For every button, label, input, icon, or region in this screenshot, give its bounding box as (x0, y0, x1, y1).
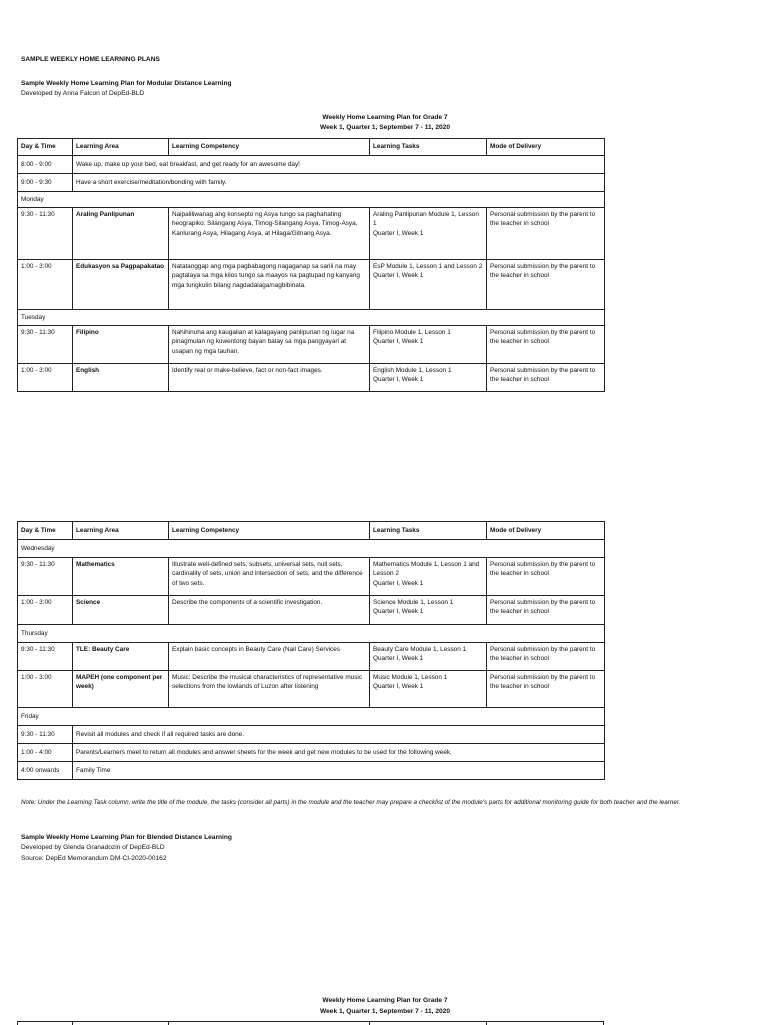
header-learning-area: Learning Area (73, 522, 169, 540)
day-row-thursday (18, 625, 605, 643)
row-time: 4:00 onwards (18, 762, 73, 780)
table-row (18, 558, 605, 596)
plan-2-subtitle: Week 1, Quarter 1, September 7 - 11, 2020 (320, 1008, 450, 1015)
row-delivery: Personal submission by the parent to the teacher in school (487, 671, 605, 708)
plan-subtitle: Week 1, Quarter 1, September 7 - 11, 2020 (320, 124, 450, 131)
header-learning-tasks: Learning Tasks (370, 139, 487, 156)
table-header-row (18, 139, 605, 156)
table-row (18, 364, 605, 392)
row-activity: Family Time (73, 762, 605, 780)
row-time: 9:30 - 11:30 (18, 208, 73, 260)
row-learning-area: English (73, 364, 169, 392)
table-3-top-edge (17, 1021, 604, 1025)
row-learning-area: Mathematics (73, 558, 169, 596)
row-time: 1:00 - 3:00 (18, 260, 73, 310)
day-row-friday (18, 708, 605, 726)
blended-plan-developer: Developed by Glenda Granadozin of DepEd-BLD (21, 844, 165, 851)
row-learning-area: Araling Panlipunan (73, 208, 169, 260)
day-label: Thursday (18, 625, 605, 643)
row-time: 1:00 - 3:00 (18, 671, 73, 708)
blended-plan-source: Source: DepEd Memorandum DM-CI-2020-00162 (21, 855, 167, 862)
day-label: Wednesday (18, 540, 605, 558)
row-time: 1:00 - 3:00 (18, 364, 73, 392)
document-heading: SAMPLE WEEKLY HOME LEARNING PLANS (21, 56, 160, 63)
row-activity: Wake up, make up your bed, eat breakfast, and get ready for an awesome day! (73, 156, 605, 174)
modular-plan-title: Sample Weekly Home Learning Plan for Modular Distance Learning (21, 80, 232, 87)
header-learning-competency: Learning Competency (169, 139, 370, 156)
row-delivery: Personal submission by the parent to the teacher in school (487, 643, 605, 671)
header-learning-competency: Learning Competency (169, 522, 370, 540)
row-delivery: Personal submission by the parent to the teacher in school (487, 260, 605, 310)
day-label: Tuesday (18, 310, 605, 326)
plan-title: Weekly Home Learning Plan for Grade 7 (322, 114, 448, 121)
row-tasks: English Module 1, Lesson 1 Quarter I, Week 1 (370, 364, 487, 392)
table-row (18, 726, 605, 744)
row-competency: Natatanggap ang mga pagbabagong nagaganap sa sarili na may pagtataya sa mga kilos tungo sa maayos na pagtupad ng kanyang mga tungkulin bilang nagdadalaga/nagbibinata. (169, 260, 370, 310)
day-label: Friday (18, 708, 605, 726)
learning-task-note: Note: Under the Learning Task column, write the title of the module, the tasks (consider all parts) in the module and the teacher may prepare a checklist of the module's parts for additional monitoring guide for both teacher and the learner. (21, 799, 681, 806)
row-activity: Revisit all modules and check if all required tasks are done. (73, 726, 605, 744)
row-delivery: Personal submission by the parent to the teacher in school (487, 364, 605, 392)
row-tasks: Science Module 1, Lesson 1 Quarter I, Week 1 (370, 596, 487, 625)
row-delivery: Personal submission by the parent to the teacher in school (487, 208, 605, 260)
row-tasks: Beauty Care Module 1, Lesson 1 Quarter I, Week 1 (370, 643, 487, 671)
row-time: 1:00 - 3:00 (18, 596, 73, 625)
day-row-wednesday (18, 540, 605, 558)
row-time: 9:00 - 9:30 (18, 174, 73, 192)
table-row (18, 762, 605, 780)
row-delivery: Personal submission by the parent to the teacher in school (487, 596, 605, 625)
row-tasks: Filipino Module 1, Lesson 1 Quarter I, Week 1 (370, 326, 487, 364)
row-delivery: Personal submission by the parent to the teacher in school (487, 326, 605, 364)
plan-2-title: Weekly Home Learning Plan for Grade 7 (322, 997, 448, 1004)
row-delivery: Personal submission by the parent to the teacher in school (487, 558, 605, 596)
table-row (18, 643, 605, 671)
header-mode-of-delivery: Mode of Delivery (487, 522, 605, 540)
row-time: 9:30 - 11:30 (18, 726, 73, 744)
table-row (18, 326, 605, 364)
row-tasks: EsP Module 1, Lesson 1 and Lesson 2 Quarter I, Week 1 (370, 260, 487, 310)
row-competency: Identify real or make-believe, fact or non-fact images. (169, 364, 370, 392)
table-row (18, 671, 605, 708)
row-learning-area: Filipino (73, 326, 169, 364)
blended-plan-title: Sample Weekly Home Learning Plan for Blended Distance Learning (21, 834, 232, 841)
row-tasks: Music Module 1, Lesson 1 Quarter I, Week 1 (370, 671, 487, 708)
row-time: 8:00 - 9:00 (18, 156, 73, 174)
header-mode-of-delivery: Mode of Delivery (487, 139, 605, 156)
header-day-time: Day & Time (18, 522, 73, 540)
row-tasks: Araling Panlipunan Module 1, Lesson 1 Quarter I, Week 1 (370, 208, 487, 260)
row-competency: Naipaliliwanag ang konsepto ng Asya tungo sa paghahating heograpiko: Silangang Asya, Timog-Silangang Asya, Timog-Asya, Kanlurang Asya, Hilagang Asya, at Hilaga/Gitnang Asya. (169, 208, 370, 260)
table-row (18, 174, 605, 192)
table-row (18, 596, 605, 625)
header-learning-tasks: Learning Tasks (370, 522, 487, 540)
row-competency: Music: Describe the musical characteristics of representative music selections from the lowlands of Luzon after listening (169, 671, 370, 708)
row-competency: Describe the components of a scientific investigation. (169, 596, 370, 625)
row-learning-area: MAPEH (one component per week) (73, 671, 169, 708)
row-competency: Explain basic concepts in Beauty Care (Nail Care) Services (169, 643, 370, 671)
day-label: Monday (18, 192, 605, 208)
row-time: 9:30 - 11:30 (18, 643, 73, 671)
table-header-row (18, 522, 605, 540)
row-time: 9:30 - 11:30 (18, 558, 73, 596)
row-learning-area: TLE: Beauty Care (73, 643, 169, 671)
learning-plan-table-1 (17, 138, 605, 392)
table-row (18, 744, 605, 762)
row-activity: Have a short exercise/meditation/bonding with family. (73, 174, 605, 192)
row-tasks: Mathematics Module 1, Lesson 1 and Lesson 2 Quarter I, Week 1 (370, 558, 487, 596)
row-learning-area: Edukasyon sa Pagpapakatao (73, 260, 169, 310)
header-learning-area: Learning Area (73, 139, 169, 156)
table-row (18, 156, 605, 174)
row-competency: Illustrate well-defined sets, subsets, universal sets, null sets, cardinality of sets, union and intersection of sets, and the difference of two sets. (169, 558, 370, 596)
modular-plan-developer: Developed by Anna Falcon of DepEd-BLD (21, 90, 145, 97)
row-learning-area: Science (73, 596, 169, 625)
day-row-tuesday (18, 310, 605, 326)
header-day-time: Day & Time (18, 139, 73, 156)
learning-plan-table-2 (17, 521, 605, 780)
row-competency: Nahihinuha ang kaugalian at kalagayang panlipunan ng lugar na pinagmulan ng kuwentong bayan batay sa mga pangyayari at usapan ng mga tauhan. (169, 326, 370, 364)
table-row (18, 260, 605, 310)
row-activity: Parents/Learners meet to return all modules and answer sheets for the week and get new modules to be used for the following week. (73, 744, 605, 762)
table-row (18, 208, 605, 260)
row-time: 9:30 - 11:30 (18, 326, 73, 364)
day-row-monday (18, 192, 605, 208)
row-time: 1:00 - 4:00 (18, 744, 73, 762)
